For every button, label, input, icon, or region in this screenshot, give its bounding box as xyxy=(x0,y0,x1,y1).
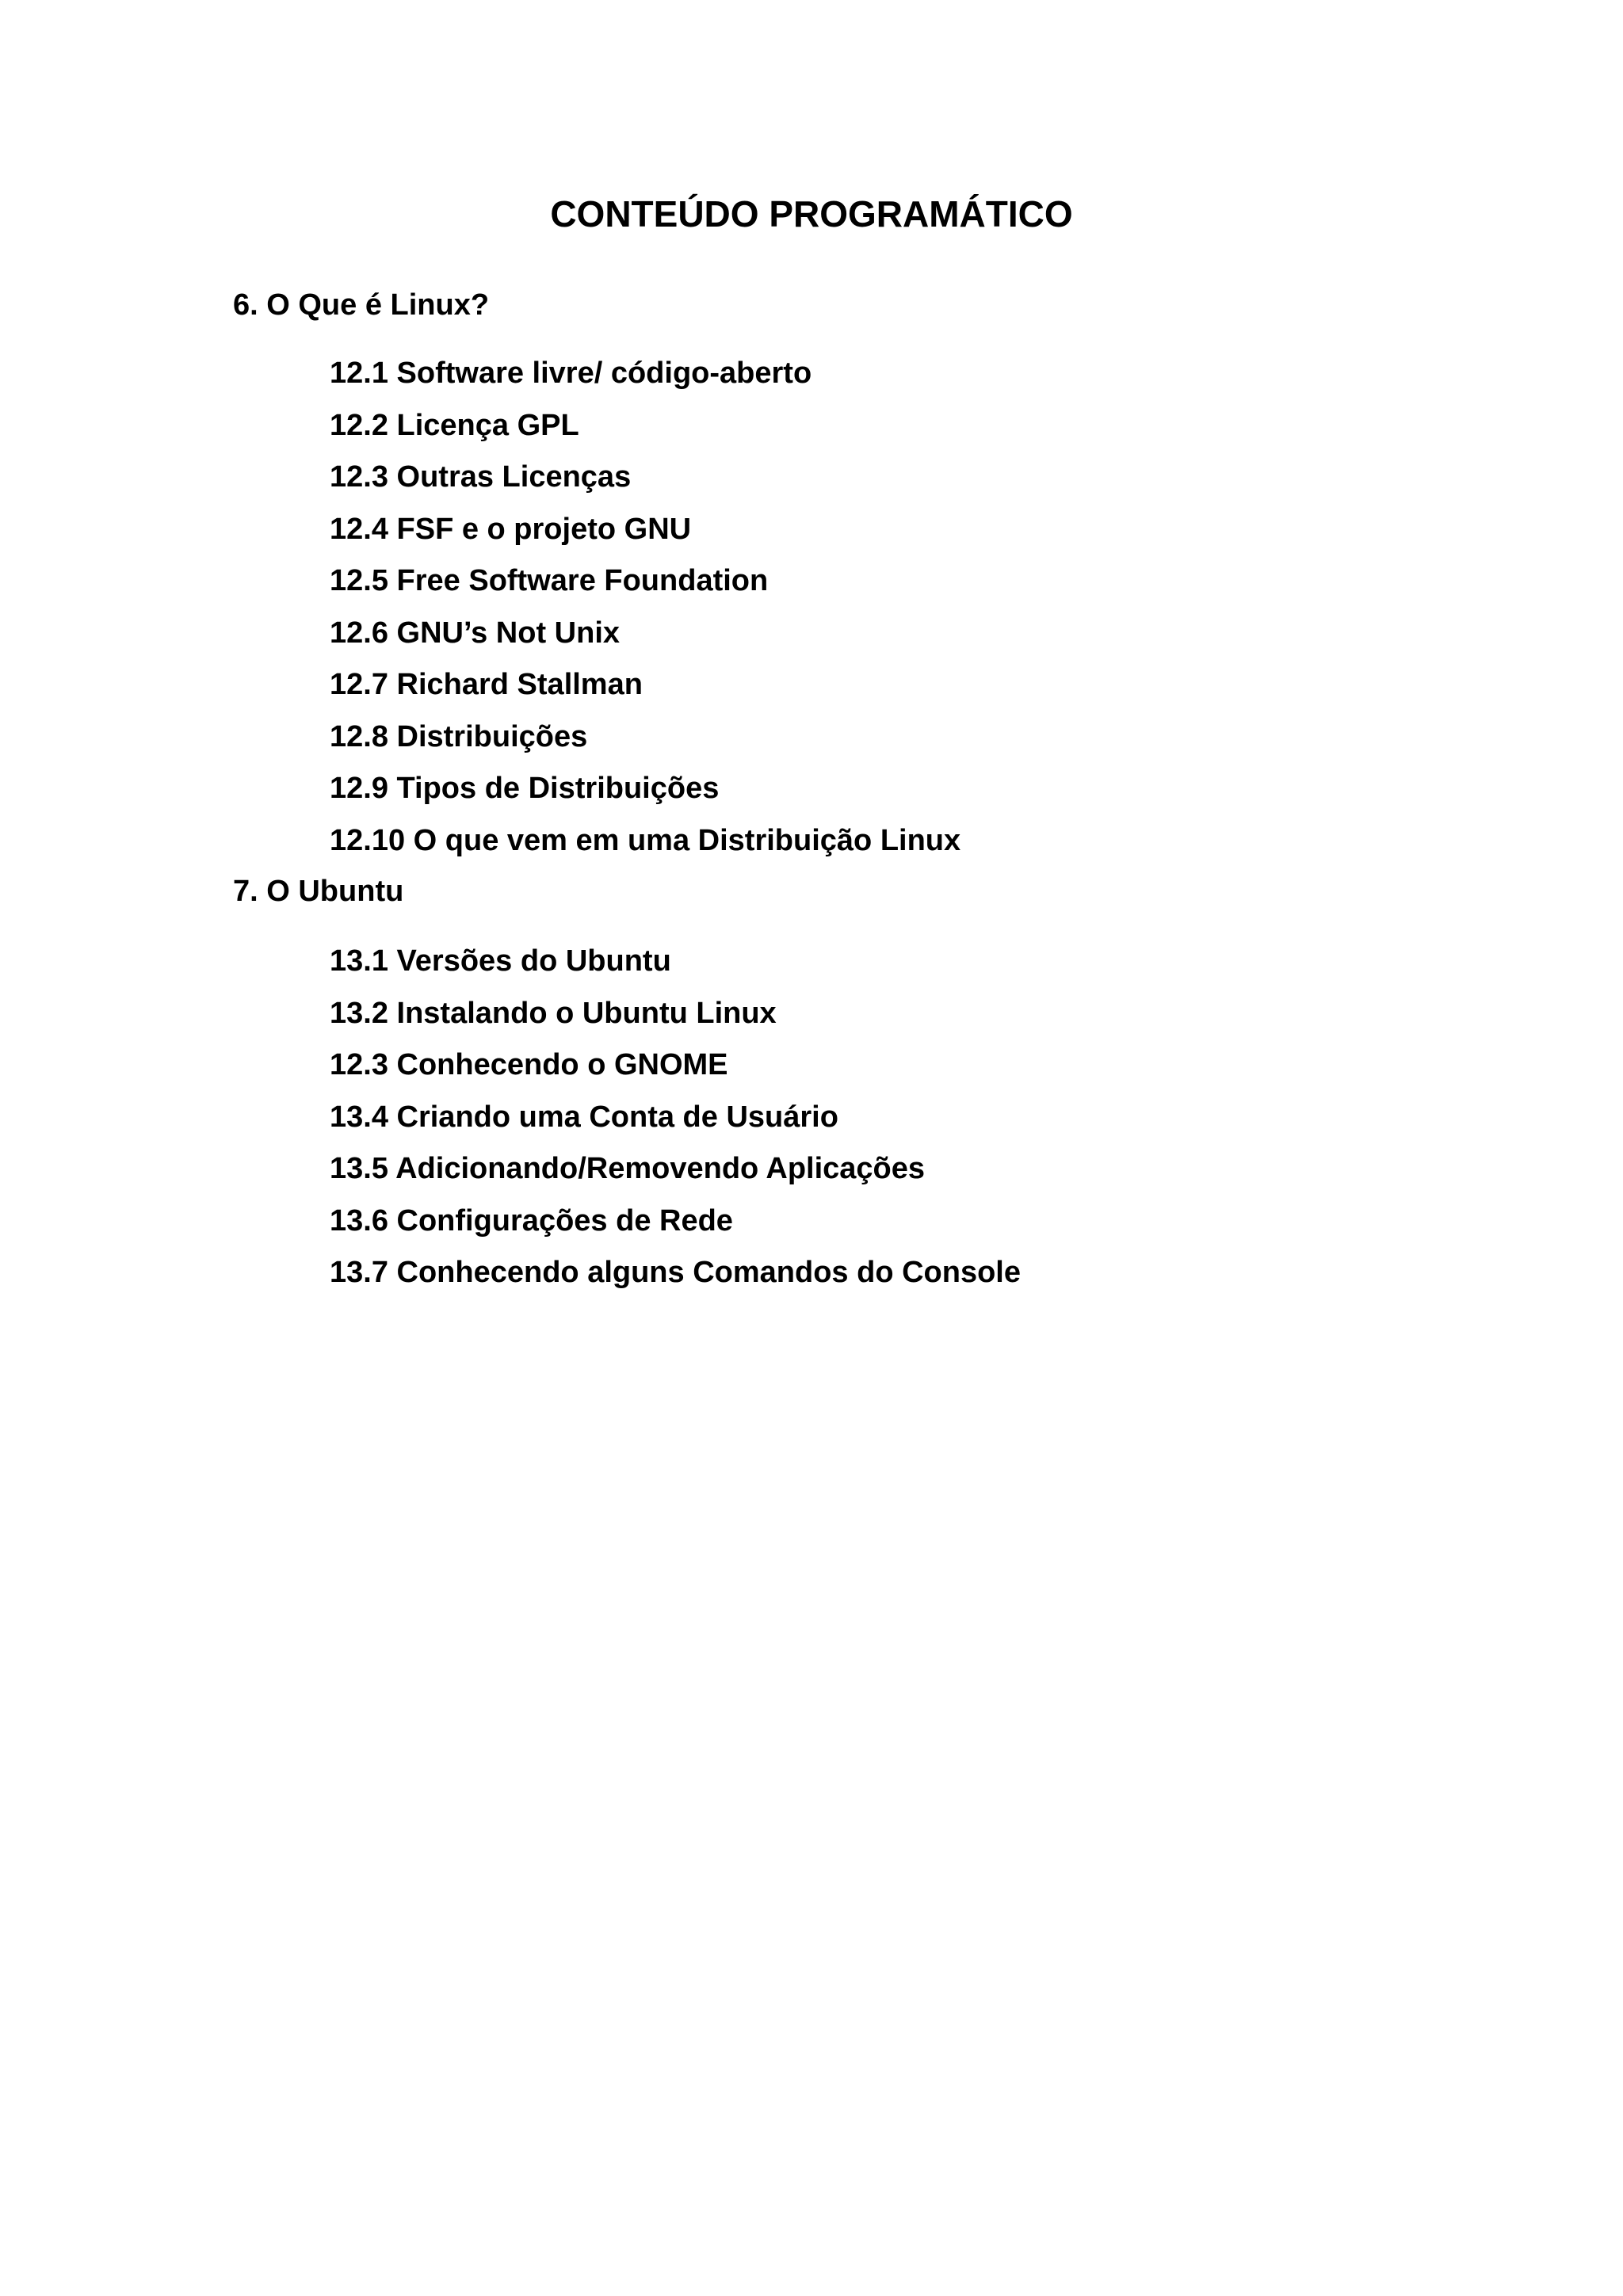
list-item: 12.3 Outras Licenças xyxy=(330,460,632,494)
section-heading: 6. O Que é Linux? xyxy=(233,288,490,322)
list-item: 12.9 Tipos de Distribuições xyxy=(330,772,720,805)
list-item: 13.7 Conhecendo alguns Comandos do Console xyxy=(330,1256,1021,1289)
list-item: 13.4 Criando uma Conta de Usuário xyxy=(330,1100,838,1134)
list-item: 13.5 Adicionando/Removendo Aplicações xyxy=(330,1152,926,1185)
section-item-list xyxy=(330,353,960,872)
list-item: 13.6 Configurações de Rede xyxy=(330,1203,733,1238)
list-item: 13.1 Versões do Ubuntu xyxy=(330,944,671,978)
list-item: 13.2 Instalando o Ubuntu Linux xyxy=(330,996,777,1030)
list-item: 12.8 Distribuições xyxy=(330,719,588,753)
list-item: 12.10 O que vem em uma Distribuição Linux xyxy=(330,823,961,857)
list-item: 12.7 Richard Stallman xyxy=(330,668,643,701)
list-item: 12.5 Free Software Foundation xyxy=(330,564,769,597)
list-item: 12.4 FSF e o projeto GNU xyxy=(330,512,692,546)
list-item: 12.3 Conhecendo o GNOME xyxy=(330,1048,728,1081)
section-item-list xyxy=(330,941,1021,1305)
list-item: 12.1 Software livre/ código-aberto xyxy=(330,357,812,390)
section-heading: 7. O Ubuntu xyxy=(233,875,404,908)
list-item: 12.2 Licença GPL xyxy=(330,408,579,442)
page-title: CONTEÚDO PROGRAMÁTICO xyxy=(550,193,1073,235)
list-item: 12.6 GNU’s Not Unix xyxy=(330,616,621,650)
